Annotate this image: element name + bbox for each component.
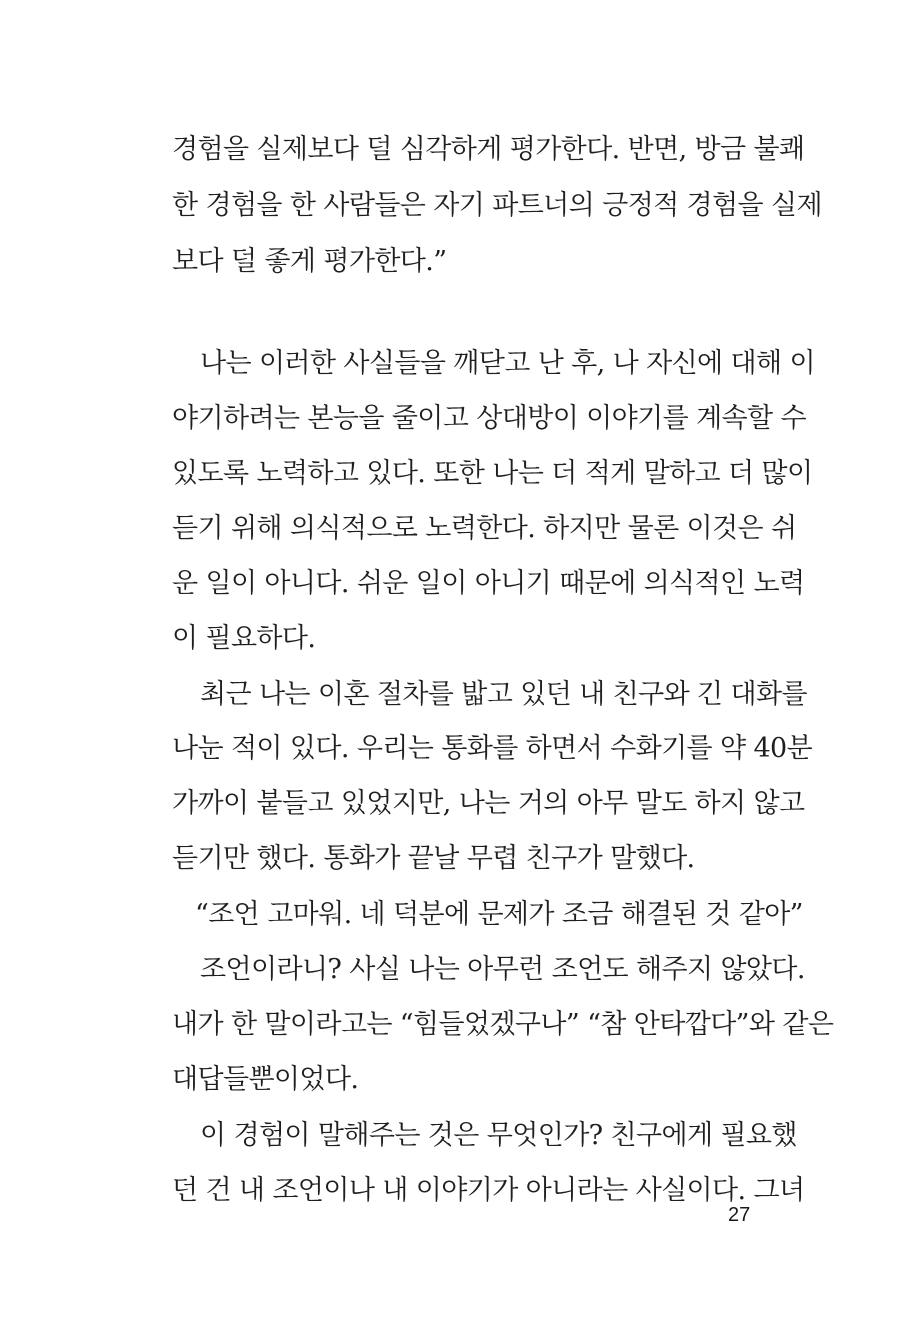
text-line: 내가 한 말이라고는 “힘들었겠구나” “참 안타깝다”와 같은 xyxy=(172,1009,834,1040)
text-line: 듣기 위해 의식적으로 노력한다. 하지만 물론 이것은 쉬 xyxy=(172,513,797,544)
text-line: 보다 덜 좋게 평가한다.” xyxy=(172,246,447,277)
paragraph-first-line: 최근 나는 이혼 절차를 밟고 있던 내 친구와 긴 대화를 xyxy=(200,679,807,710)
text-line: 나눈 적이 있다. 우리는 통화를 하면서 수화기를 약 40분 xyxy=(172,733,813,764)
text-line: 가까이 붙들고 있었지만, 나는 거의 아무 말도 하지 않고 xyxy=(172,788,805,819)
text-line: 경험을 실제보다 덜 심각하게 평가한다. 반면, 방금 불쾌 xyxy=(172,134,805,165)
text-line: 이 필요하다. xyxy=(172,623,316,654)
paragraph-first-line: 나는 이러한 사실들을 깨닫고 난 후, 나 자신에 대해 이 xyxy=(200,348,815,379)
text-line: 한 경험을 한 사람들은 자기 파트너의 긍정적 경험을 실제 xyxy=(172,190,822,221)
text-line: 대답들뿐이었다. xyxy=(172,1064,359,1095)
text-line: 던 건 내 조언이나 내 이야기가 아니라는 사실이다. 그녀 xyxy=(172,1175,805,1206)
text-line: 야기하려는 본능을 줄이고 상대방이 이야기를 계속할 수 xyxy=(172,403,806,434)
quote-line: “조언 고마워. 네 덕분에 문제가 조금 해결된 것 같아” xyxy=(195,899,803,930)
text-line: 있도록 노력하고 있다. 또한 나는 더 적게 말하고 더 많이 xyxy=(172,458,813,489)
text-line: 듣기만 했다. 통화가 끝날 무렵 친구가 말했다. xyxy=(172,843,695,874)
page-number: 27 xyxy=(728,1204,751,1226)
paragraph-first-line: 이 경험이 말해주는 것은 무엇인가? 친구에게 필요했 xyxy=(200,1120,797,1151)
text-line: 운 일이 아니다. 쉬운 일이 아니기 때문에 의식적인 노력 xyxy=(172,568,805,599)
paragraph-first-line: 조언이라니? 사실 나는 아무런 조언도 해주지 않았다. xyxy=(200,954,805,985)
